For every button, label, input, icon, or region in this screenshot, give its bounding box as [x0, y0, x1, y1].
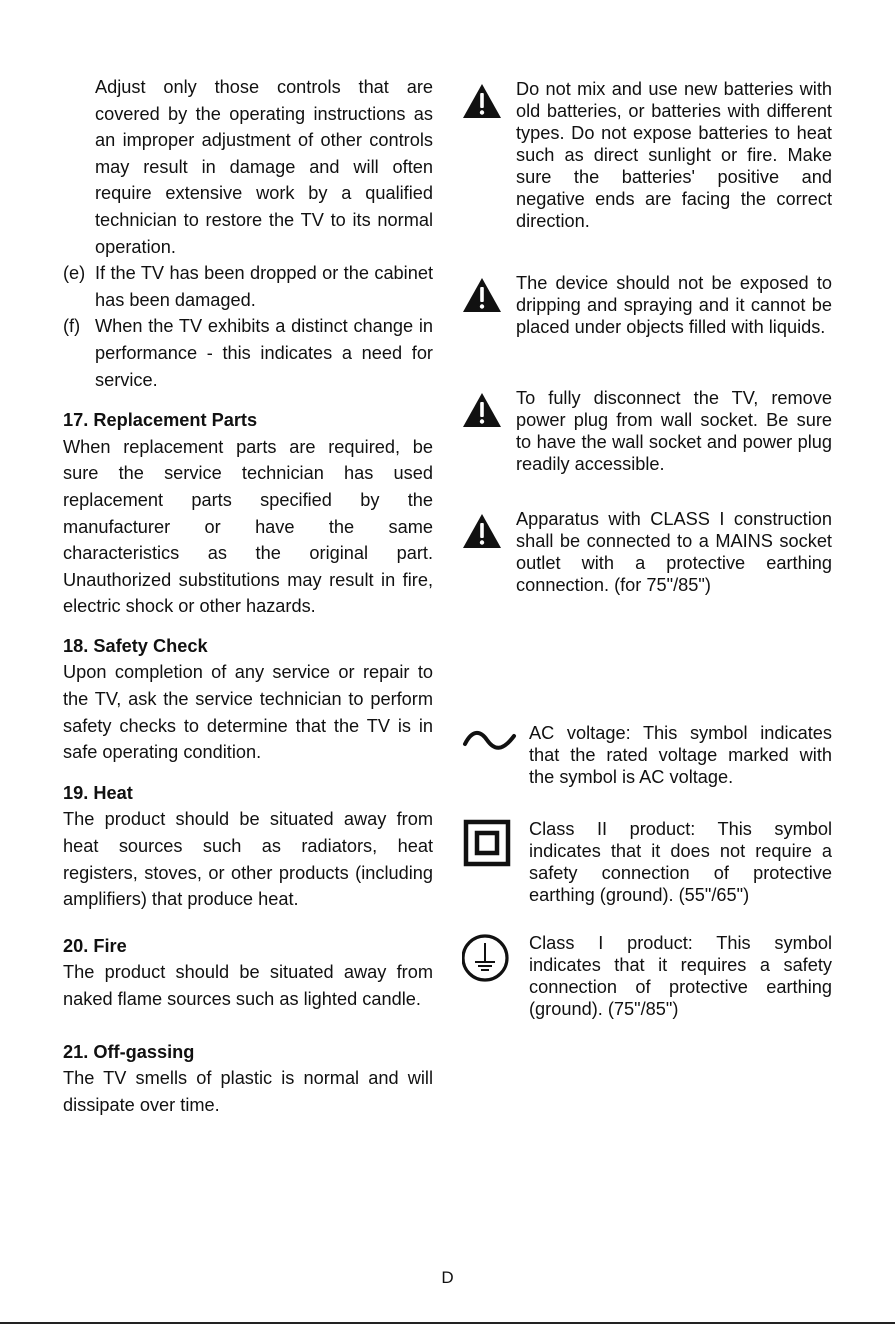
warning-batteries — [462, 78, 832, 232]
warning-triangle-icon — [462, 392, 502, 475]
symbol-text: Class II product: This symbol indicates that it does not require a safety connection of protective earthing (ground). (55"/65") — [529, 819, 832, 905]
warning-text: Do not mix and use new batteries with old batteries, or batteries with different types. Do not expose batteries to heat such as direct sunlight or fire. Make sure the batteries' positive and negative ends are facing the correct direction. — [516, 79, 832, 231]
section-body: The product should be situated away from naked flame sources such as lighted candle. — [63, 962, 433, 1009]
list-item-f — [63, 313, 433, 393]
symbol-class-i — [462, 932, 832, 1020]
section-body: When replacement parts are required, be sure the service technician has used replacement parts specified by the manufacturer or have the same characteristics as the original part. Unauthorized substitutions may result in fire, electric shock or other hazards. — [63, 436, 433, 617]
page-number: D — [441, 1268, 454, 1287]
section-fire — [63, 933, 433, 1013]
section-replacement-parts — [63, 407, 433, 620]
symbol-text: AC voltage: This symbol indicates that the rated voltage marked with the symbol is AC voltage. — [529, 723, 832, 787]
section-body: Upon completion of any service or repair to the TV, ask the service technician to perform safety checks to determine that the TV is in safe operating condition. — [63, 662, 433, 763]
section-heading: 17. Replacement Parts — [63, 410, 258, 431]
section-heat — [63, 780, 433, 913]
section-body: The TV smells of plastic is normal and will dissipate over time. — [63, 1068, 433, 1115]
protective-earth-icon — [462, 932, 520, 1020]
symbol-text: Class I product: This symbol indicates that it requires a safety connection of protective earthing (ground). (75"/85") — [529, 933, 832, 1019]
section-off-gassing — [63, 1039, 433, 1119]
list-label: (e) — [63, 263, 86, 284]
list-text: If the TV has been dropped or the cabinet has been damaged. — [95, 263, 433, 310]
warning-class-i — [462, 508, 832, 596]
class-ii-icon — [462, 818, 520, 906]
warning-text: Apparatus with CLASS I construction shall be connected to a MAINS socket outlet with a protective earthing connection. (for 75"/85") — [516, 509, 832, 595]
section-safety-check — [63, 633, 433, 766]
warning-triangle-icon — [462, 83, 502, 232]
intro-paragraph: Adjust only those controls that are covered by the operating instructions as an improper adjustment of other controls may result in damage and will often require extensive work by a qualified technician to restore the TV to its normal operation. — [95, 77, 433, 257]
symbol-class-ii — [462, 818, 832, 906]
warning-triangle-icon — [462, 277, 502, 338]
warning-disconnect — [462, 387, 832, 475]
list-item-e — [63, 260, 433, 313]
section-heading: 20. Fire — [63, 935, 127, 956]
symbol-ac-voltage — [462, 722, 832, 788]
warning-triangle-icon — [462, 513, 502, 596]
section-heading: 19. Heat — [63, 782, 133, 803]
ac-voltage-icon — [462, 722, 520, 788]
left-column — [63, 74, 433, 1118]
warning-text: To fully disconnect the TV, remove power plug from wall socket. Be sure to have the wall socket and power plug readily accessible. — [516, 388, 832, 474]
section-heading: 18. Safety Check — [63, 635, 208, 656]
list-text: When the TV exhibits a distinct change in performance - this indicates a need for service. — [95, 316, 433, 390]
warning-text: The device should not be exposed to dripping and spraying and it cannot be placed under objects filled with liquids. — [516, 273, 832, 337]
list-label: (f) — [63, 316, 81, 337]
warning-dripping — [462, 272, 832, 338]
section-body: The product should be situated away from heat sources such as radiators, heat registers, stoves, or other products (including amplifiers) that produce heat. — [63, 809, 433, 910]
section-heading: 21. Off-gassing — [63, 1041, 195, 1062]
